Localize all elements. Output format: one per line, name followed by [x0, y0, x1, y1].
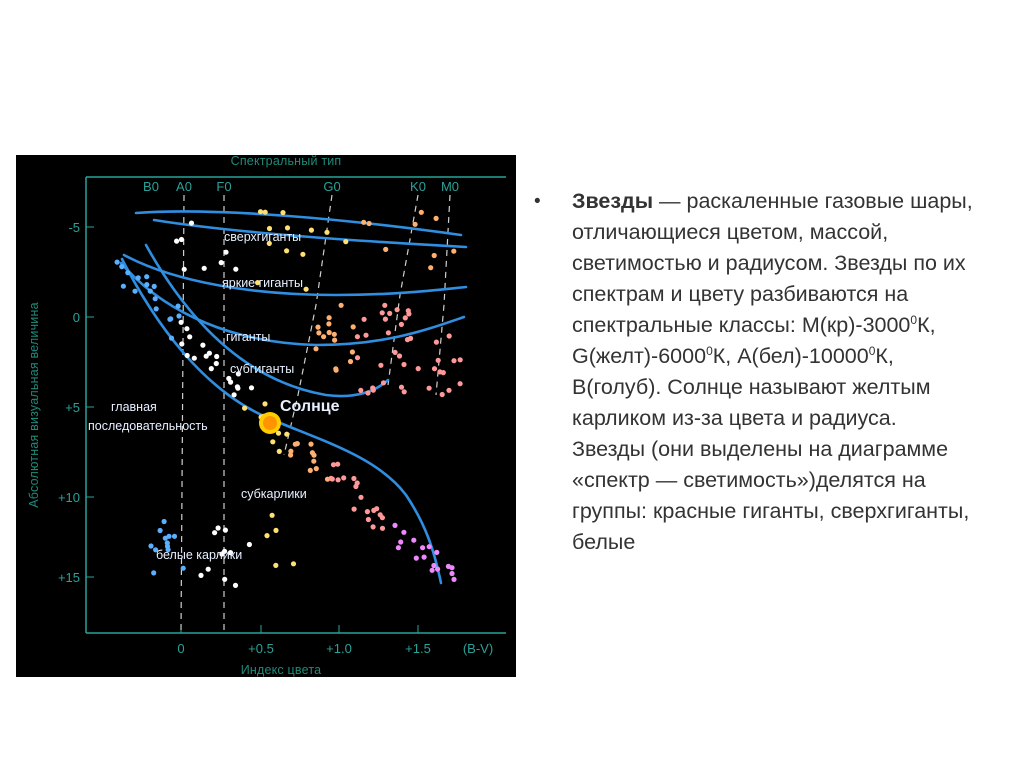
star-dot: [198, 573, 203, 578]
star-dot: [413, 222, 418, 227]
star-dot: [358, 388, 363, 393]
star-dot: [336, 477, 341, 482]
star-dot: [136, 275, 141, 280]
left-axis-title: Абсолютная визуальная величина: [27, 302, 41, 508]
star-dot: [387, 311, 392, 316]
star-dot: [380, 310, 385, 315]
star-dot: [216, 525, 221, 530]
star-dot: [414, 556, 419, 561]
star-dot: [440, 392, 445, 397]
star-dot: [434, 340, 439, 345]
star-dot: [395, 307, 400, 312]
star-dot: [341, 475, 346, 480]
tick-label-mag-plus15: +15: [57, 570, 80, 585]
star-dot: [382, 303, 387, 308]
tick-label-ci-1-0: +1.0: [326, 641, 352, 656]
star-dot: [339, 303, 344, 308]
star-dot: [434, 216, 439, 221]
star-dot: [371, 524, 376, 529]
star-dot: [441, 370, 446, 375]
star-dot: [411, 538, 416, 543]
label-subdwarfs: субкарлики: [241, 487, 307, 501]
star-dot: [264, 533, 269, 538]
slide-text: [534, 186, 974, 558]
star-dot: [179, 320, 184, 325]
bullet-item: [534, 186, 974, 558]
tick-label-g0: G0: [323, 179, 341, 194]
star-dot: [361, 220, 366, 225]
star-dot: [151, 570, 156, 575]
star-dot: [401, 362, 406, 367]
star-dot: [148, 543, 153, 548]
star-dot: [233, 583, 238, 588]
star-dot: [353, 484, 358, 489]
bullet-text-part: — раскаленные газовые шары, отличающиеся цветом, массой, светимостью и радиусом. Звезды по их спектрам и цвету разбиваются на спектральные классы: М(кр)-3000: [572, 189, 973, 337]
star-dot: [458, 357, 463, 362]
label-main-sequence-1: главная: [111, 400, 157, 414]
star-dot: [331, 462, 336, 467]
star-dot: [451, 358, 456, 363]
star-dot: [179, 237, 184, 242]
star-dot: [393, 350, 398, 355]
star-dot: [398, 539, 403, 544]
star-dot: [332, 332, 337, 337]
star-dot: [313, 346, 318, 351]
star-dot: [363, 333, 368, 338]
star-dot: [321, 334, 326, 339]
star-dot: [174, 239, 179, 244]
star-dot: [355, 355, 360, 360]
star-dot: [202, 266, 207, 271]
star-dot: [326, 321, 331, 326]
star-dot: [300, 252, 305, 257]
star-dot: [179, 341, 184, 346]
star-dot: [362, 317, 367, 322]
star-dot: [446, 388, 451, 393]
star-dot: [277, 449, 282, 454]
degree-superscript: 0: [706, 344, 713, 358]
star-dot: [308, 442, 313, 447]
star-dot: [366, 517, 371, 522]
star-dot: [222, 577, 227, 582]
star-dot: [324, 230, 329, 235]
star-dot: [380, 526, 385, 531]
bottom-axis-title: Индекс цвета: [240, 663, 322, 677]
star-dot: [247, 542, 252, 547]
star-dot: [343, 239, 348, 244]
star-dot: [288, 452, 293, 457]
star-dot: [365, 509, 370, 514]
tick-label-ci-1-5: +1.5: [405, 641, 431, 656]
star-dot: [182, 267, 187, 272]
tick-label-ci-0-5: +0.5: [248, 641, 274, 656]
star-dot: [333, 366, 338, 371]
label-giants: гиганты: [226, 330, 271, 344]
star-dot: [315, 325, 320, 330]
star-dot: [232, 392, 237, 397]
star-dot: [176, 304, 181, 309]
star-dot: [176, 313, 181, 318]
star-dot: [427, 386, 432, 391]
star-dot: [167, 317, 172, 322]
star-dot: [154, 306, 159, 311]
tick-label-f0: F0: [216, 179, 232, 194]
star-dot: [158, 528, 163, 533]
star-dot: [263, 210, 268, 215]
star-dot: [348, 359, 353, 364]
star-dot: [358, 495, 363, 500]
star-dot: [367, 221, 372, 226]
star-dot: [284, 248, 289, 253]
star-dot: [309, 228, 314, 233]
star-dot: [416, 366, 421, 371]
star-dot: [408, 336, 413, 341]
star-dot: [181, 566, 186, 571]
star-dot: [420, 545, 425, 550]
tick-label-k0: K0: [410, 179, 426, 194]
star-dot: [293, 442, 298, 447]
star-dot: [401, 530, 406, 535]
label-main-sequence-2: последовательность: [88, 419, 208, 433]
sun-core: [263, 416, 277, 430]
star-dot: [351, 476, 356, 481]
star-dot: [214, 354, 219, 359]
star-dot: [380, 515, 385, 520]
star-dot: [428, 265, 433, 270]
star-dot: [328, 476, 333, 481]
star-dot: [214, 361, 219, 366]
bullet-text-part: К, А(бел)-10000: [712, 344, 869, 368]
star-dot: [291, 561, 296, 566]
star-dot: [184, 326, 189, 331]
star-dot: [350, 349, 355, 354]
star-dot: [351, 324, 356, 329]
star-dot: [273, 563, 278, 568]
star-dot: [406, 308, 411, 313]
star-dot: [212, 530, 217, 535]
star-dot: [148, 289, 153, 294]
star-dot: [386, 330, 391, 335]
star-dot: [451, 577, 456, 582]
bullet-text: [572, 186, 974, 558]
star-dot: [192, 356, 197, 361]
star-dot: [383, 317, 388, 322]
tick-label-mag-plus10: +10: [57, 490, 80, 505]
star-dot: [206, 567, 211, 572]
star-dot: [403, 315, 408, 320]
star-dot: [422, 555, 427, 560]
tick-label-b0: B0: [143, 179, 159, 194]
star-dot: [449, 571, 454, 576]
star-dot: [396, 545, 401, 550]
star-dot: [402, 389, 407, 394]
star-dot: [219, 260, 224, 265]
star-dot: [419, 210, 424, 215]
star-dot: [435, 567, 440, 572]
star-dot: [446, 564, 451, 569]
tick-label-mag-minus5: -5: [68, 220, 80, 235]
star-dot: [119, 264, 124, 269]
star-dot: [169, 336, 174, 341]
bullet-text-part: К, В(голуб). Солнце называют желтым карликом из-за цвета и радиуса. Звезды (они выделены на диаграмме «спектр — светимость»)делятся на группы: красные гиганты, сверхгиганты, белые: [572, 344, 970, 554]
star-dot: [166, 534, 171, 539]
star-dot: [204, 354, 209, 359]
star-dot: [144, 282, 149, 287]
star-dot: [378, 363, 383, 368]
top-axis-title: Спектральный тип: [230, 155, 342, 168]
label-bright-giants: яркие гиганты: [222, 276, 303, 290]
star-dot: [258, 209, 263, 214]
label-subgiants: субгиганты: [230, 362, 295, 376]
tick-label-a0: A0: [176, 179, 192, 194]
star-dot: [270, 513, 275, 518]
star-dot: [125, 270, 130, 275]
star-dot: [223, 528, 228, 533]
star-dot: [249, 385, 254, 390]
label-sun: Солнце: [280, 398, 340, 415]
degree-superscript: 0: [868, 344, 876, 358]
label-supergiants: сверхгиганты: [224, 230, 302, 244]
star-dot: [381, 380, 386, 385]
star-dot: [374, 506, 379, 511]
star-dot: [270, 439, 275, 444]
star-dot: [115, 260, 120, 265]
star-dot: [308, 468, 313, 473]
star-dot: [304, 287, 309, 292]
hr-diagram: [16, 155, 516, 677]
hr-diagram-canvas: [16, 155, 516, 677]
star-dot: [209, 366, 214, 371]
star-dot: [352, 507, 357, 512]
star-dot: [370, 385, 375, 390]
star-dot: [262, 401, 267, 406]
star-dot: [316, 330, 321, 335]
star-dot: [153, 296, 158, 301]
star-dot: [311, 459, 316, 464]
tick-label-m0: M0: [440, 179, 460, 194]
star-dot: [280, 210, 285, 215]
star-dot: [235, 384, 240, 389]
star-dot: [144, 274, 149, 279]
star-dot: [121, 284, 126, 289]
star-dot: [355, 334, 360, 339]
star-dot: [273, 528, 278, 533]
star-dot: [132, 289, 137, 294]
star-dot: [432, 253, 437, 258]
star-dot: [392, 523, 397, 528]
bullet-term: Звезды: [572, 189, 654, 213]
star-dot: [223, 250, 228, 255]
star-dot: [242, 406, 247, 411]
star-dot: [383, 247, 388, 252]
star-dot: [152, 284, 157, 289]
degree-superscript: 0: [910, 313, 918, 327]
star-dot: [162, 519, 167, 524]
star-dot: [311, 453, 316, 458]
star-dot: [451, 249, 456, 254]
tick-label-mag-plus5: +5: [65, 400, 80, 415]
bullet-text-part: К, G(желт)-6000: [572, 313, 936, 368]
bullet-marker: •: [534, 191, 541, 212]
star-dot: [284, 432, 289, 437]
star-dot: [434, 550, 439, 555]
star-dot: [427, 544, 432, 549]
star-dot: [200, 343, 205, 348]
star-dot: [332, 338, 337, 343]
star-dot: [430, 568, 435, 573]
star-dot: [172, 534, 177, 539]
tick-label-mag-0: 0: [72, 310, 80, 325]
star-dot: [228, 380, 233, 385]
star-dot: [399, 385, 404, 390]
star-dot: [187, 334, 192, 339]
star-dot: [458, 381, 463, 386]
star-dot: [432, 366, 437, 371]
star-dot: [436, 358, 441, 363]
star-dot: [327, 315, 332, 320]
star-dot: [314, 466, 319, 471]
star-dot: [365, 390, 370, 395]
star-dot: [327, 330, 332, 335]
color-index-unit: (B-V): [462, 641, 494, 656]
label-white-dwarfs: белые карлики: [156, 548, 243, 562]
star-dot: [397, 353, 402, 358]
tick-label-ci-0: 0: [177, 641, 185, 656]
star-dot: [233, 267, 238, 272]
star-dot: [185, 353, 190, 358]
star-dot: [189, 221, 194, 226]
star-dot: [399, 322, 404, 327]
star-dot: [447, 333, 452, 338]
